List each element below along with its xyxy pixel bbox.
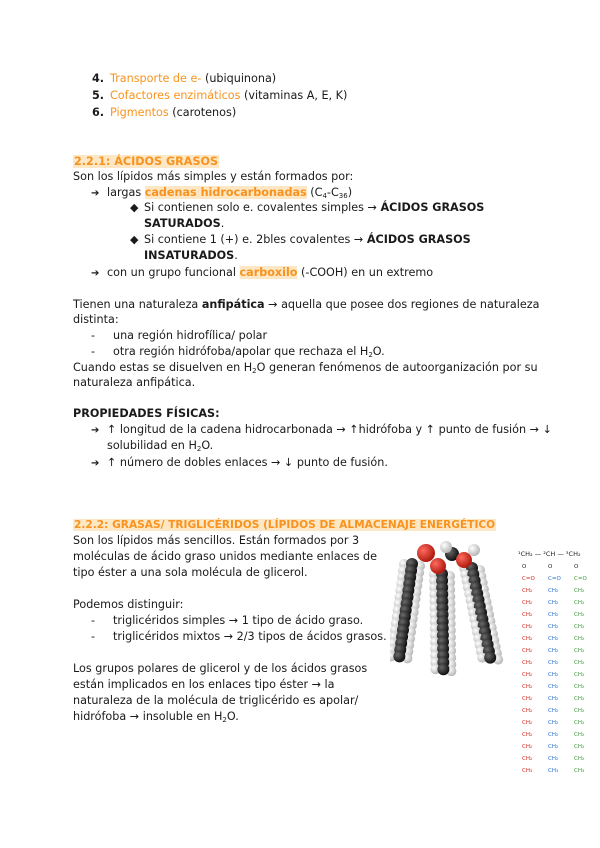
paragraph: tipo éster a una sola molécula de glicerol. [73, 566, 308, 579]
svg-text:O: O [574, 564, 579, 570]
properties-title: PROPIEDADES FÍSICAS: [73, 407, 220, 420]
svg-text:CH₂: CH₂ [574, 756, 585, 762]
paragraph: Tienen una naturaleza anfipática → aquella que posee dos regiones de naturaleza [73, 298, 540, 311]
svg-text:CH₂: CH₂ [522, 588, 533, 594]
list-link[interactable]: Transporte de e- [110, 72, 202, 85]
paragraph: Podemos distinguir: [73, 598, 184, 611]
svg-text:CH₂: CH₂ [548, 696, 559, 702]
svg-text:CH₂: CH₂ [522, 744, 533, 750]
svg-text:C=O: C=O [574, 576, 587, 582]
arrow-icon: ➔ [91, 458, 100, 469]
svg-text:CH₂: CH₂ [548, 744, 559, 750]
svg-text:CH₂: CH₂ [548, 588, 559, 594]
dash-item: - triglicéridos mixtos → 2/3 tipos de ácidos grasos. [91, 630, 387, 643]
dash-item: - triglicéridos simples → 1 tipo de ácido graso. [91, 614, 364, 627]
bullet-item: ➔ con un grupo funcional carboxilo (-COOH) en un extremo [91, 266, 434, 279]
bullet-item-cont: solubilidad en $H_2O$. [107, 439, 214, 453]
paragraph: están implicados en los enlaces tipo éster → la [73, 678, 335, 691]
list-link[interactable]: Pigmentos [110, 106, 169, 119]
svg-text:CH₂: CH₂ [574, 600, 585, 606]
svg-text:CH₂: CH₂ [548, 636, 559, 642]
svg-text:CH₂: CH₂ [522, 636, 533, 642]
svg-text:CH₂: CH₂ [522, 720, 533, 726]
svg-text:CH₂: CH₂ [574, 612, 585, 618]
dash-item: - otra región hidrófoba/apolar que rechaza el $H_2O$. [91, 345, 385, 359]
svg-text:C=O: C=O [522, 576, 535, 582]
arrow-icon: ➔ [91, 188, 100, 199]
svg-text:CH₂: CH₂ [548, 732, 559, 738]
sub-bullet-cont: SATURADOS. [144, 217, 225, 230]
paragraph: moléculas de ácido graso unidos mediante enlaces de [73, 550, 377, 563]
svg-text:CH₂: CH₂ [522, 684, 533, 690]
svg-text:CH₂: CH₂ [574, 732, 585, 738]
svg-text:CH₂: CH₂ [522, 612, 533, 618]
svg-text:CH₂: CH₂ [548, 600, 559, 606]
paragraph: naturaleza de la molécula de triglicérido es apolar/ [73, 694, 359, 707]
svg-text:CH₂: CH₂ [574, 720, 585, 726]
list-item: 6. Pigmentos (carotenos) [92, 106, 237, 119]
section-title-grasas: 2.2.2: GRASAS/ TRIGLICÉRIDOS (LÍPIDOS DE ALMACENAJE ENERGÉTICO [74, 519, 496, 531]
svg-text:CH₂: CH₂ [574, 696, 585, 702]
svg-text:O: O [522, 564, 527, 570]
svg-text:CH₂: CH₂ [574, 672, 585, 678]
formula-glycerol: ¹CH₂ — ²CH — ³CH₂ [518, 550, 581, 558]
svg-text:CH₂: CH₂ [574, 648, 585, 654]
svg-text:CH₂: CH₂ [522, 600, 533, 606]
svg-text:CH₂: CH₂ [548, 672, 559, 678]
svg-text:CH₂: CH₂ [522, 660, 533, 666]
svg-text:CH₂: CH₂ [548, 612, 559, 618]
svg-text:CH₂: CH₂ [574, 744, 585, 750]
list-item: 5. Cofactores enzimáticos (vitaminas A, E, K) [92, 89, 348, 102]
svg-text:CH₂: CH₂ [548, 660, 559, 666]
svg-text:CH₂: CH₂ [522, 756, 533, 762]
paragraph: Cuando estas se disuelven en $H_2O$ generan fenómenos de autoorganización por su [73, 361, 538, 375]
bullet-item: ➔ largas cadenas hidrocarbonadas $(C_4-C_{36})$ [91, 186, 353, 200]
svg-text:CH₂: CH₂ [548, 756, 559, 762]
bullet-item: ➔ ↑ número de dobles enlaces → ↓ punto de fusión. [91, 456, 388, 469]
svg-text:CH₂: CH₂ [522, 696, 533, 702]
svg-text:CH₂: CH₂ [574, 624, 585, 630]
triglyceride-space-filling-image [390, 538, 508, 676]
svg-text:CH₂: CH₂ [574, 588, 585, 594]
paragraph: Son los lípidos más simples y están formados por: [73, 170, 354, 183]
bullet-item: ➔ ↑ longitud de la cadena hidrocarbonada → ↑hidrófoba y ↑ punto de fusión → ↓ [91, 423, 552, 436]
svg-text:O: O [548, 564, 553, 570]
svg-text:CH₂: CH₂ [522, 708, 533, 714]
svg-text:CH₂: CH₂ [574, 660, 585, 666]
sub-bullet-cont: INSATURADOS. [144, 249, 238, 262]
diamond-bullet-icon: ◆ [130, 233, 139, 246]
paragraph: naturaleza anfipática. [73, 376, 196, 389]
dash-item: - una región hidrofílica/ polar [91, 329, 268, 342]
svg-text:CH₂: CH₂ [522, 672, 533, 678]
svg-text:CH₂: CH₂ [574, 636, 585, 642]
svg-text:CH₂: CH₂ [548, 624, 559, 630]
arrow-icon: ➔ [91, 268, 100, 279]
sub-bullet: ◆ Si contiene 1 (+) e. 2bles covalentes → ÁCIDOS GRASOS [130, 233, 471, 246]
svg-text:CH₂: CH₂ [548, 720, 559, 726]
paragraph: Los grupos polares de glicerol y de los ácidos grasos [73, 662, 368, 675]
svg-text:CH₂: CH₂ [522, 624, 533, 630]
arrow-icon: ➔ [91, 425, 100, 436]
list-item: 4. Transporte de e- (ubiquinona) [92, 72, 277, 85]
section-title-acidos: 2.2.1: ÁCIDOS GRASOS [74, 155, 219, 168]
svg-text:CH₂: CH₂ [548, 708, 559, 714]
svg-text:CH₃: CH₃ [548, 768, 559, 774]
paragraph: hidrófoba → insoluble en $H_2O$. [73, 710, 239, 724]
svg-text:CH₂: CH₂ [548, 648, 559, 654]
svg-text:CH₂: CH₂ [574, 708, 585, 714]
svg-text:CH₂: CH₂ [574, 684, 585, 690]
list-link[interactable]: Cofactores enzimáticos [110, 89, 241, 102]
svg-text:CH₂: CH₂ [548, 684, 559, 690]
svg-text:CH₂: CH₂ [522, 648, 533, 654]
sub-bullet: ◆ Si contienen solo e. covalentes simples → ÁCIDOS GRASOS [130, 201, 485, 214]
diamond-bullet-icon: ◆ [130, 201, 139, 214]
paragraph: distinta: [73, 313, 119, 326]
svg-text:CH₃: CH₃ [574, 768, 585, 774]
paragraph: Son los lípidos más sencillos. Están formados por 3 [73, 534, 360, 547]
svg-text:C=O: C=O [548, 576, 561, 582]
svg-text:CH₂: CH₂ [522, 732, 533, 738]
triglyceride-formula-image [508, 548, 598, 778]
svg-text:CH₃: CH₃ [522, 768, 533, 774]
